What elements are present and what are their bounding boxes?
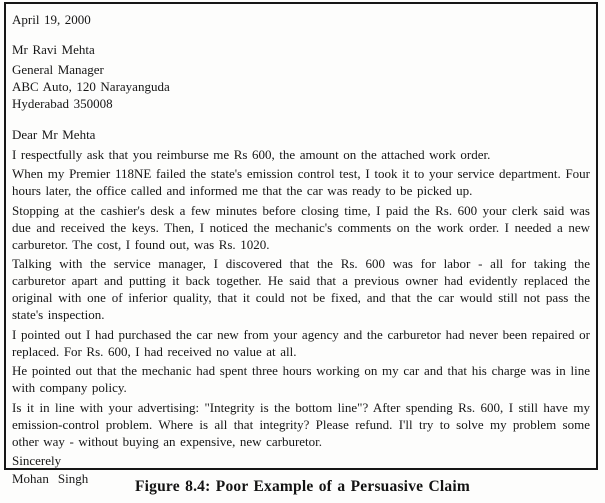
signature-name: Mohan Singh — [12, 470, 89, 486]
recipient-block — [12, 41, 590, 112]
letter-frame — [4, 2, 598, 486]
body-paragraph-1: I respectfully ask that you reimburse me Rs 600, the amount on the attached work order. — [12, 146, 491, 162]
body-paragraph-2: When my Premier 118NE failed the state's emission control test, I took it to your service department. Four hours later, the office called and informed me that the car was ready to be picked up. — [12, 166, 590, 198]
figure-caption: Figure 8.4: Poor Example of a Persuasive Claim — [134, 478, 471, 495]
recipient-address-line1: ABC Auto, 120 Narayanguda — [12, 79, 170, 94]
salutation: Dear Mr Mehta — [12, 127, 96, 142]
recipient-title: General Manager — [12, 62, 104, 77]
complimentary-closing: Sincerely — [12, 452, 62, 468]
body-paragraph-7: Is it in line with your advertising: "Integrity is the bottom line"? After spending Rs. 600, I still have my emission-control problem. Where is all that integrity? Please refund. I'll try to solve my problem some other way - without buying an expensive, new carburetor. — [12, 399, 590, 449]
recipient-name: Mr Ravi Mehta — [12, 42, 95, 57]
recipient-address-line2: Hyderabad 350008 — [12, 96, 113, 111]
body-paragraph-5: I pointed out I had purchased the car new from your agency and the carburetor had never been repaired or replaced. For Rs. 600, I had received no value at all. — [12, 326, 590, 359]
body-paragraph-6: He pointed out that the mechanic had spent three hours working on my car and that his charge was in line with company policy. — [12, 363, 590, 395]
body-paragraph-4: Talking with the service manager, I discovered that the Rs. 600 was for labor - all for taking the carburetor apart and putting it back together. He said that a previous owner had evidently replaced the original with one of inferior quality, that it could not be fixed, and that the car would still not pass the state's inspection. — [12, 256, 590, 322]
body-paragraph-3: Stopping at the cashier's desk a few minutes before closing time, I paid the Rs. 600 your clerk said was due and received the keys. Then, I noticed the mechanic's comments on the work order. I needed a new carburetor. The cost, I found out, was Rs. 1020. — [12, 202, 590, 252]
letter-date: April 19, 2000 — [12, 12, 91, 27]
